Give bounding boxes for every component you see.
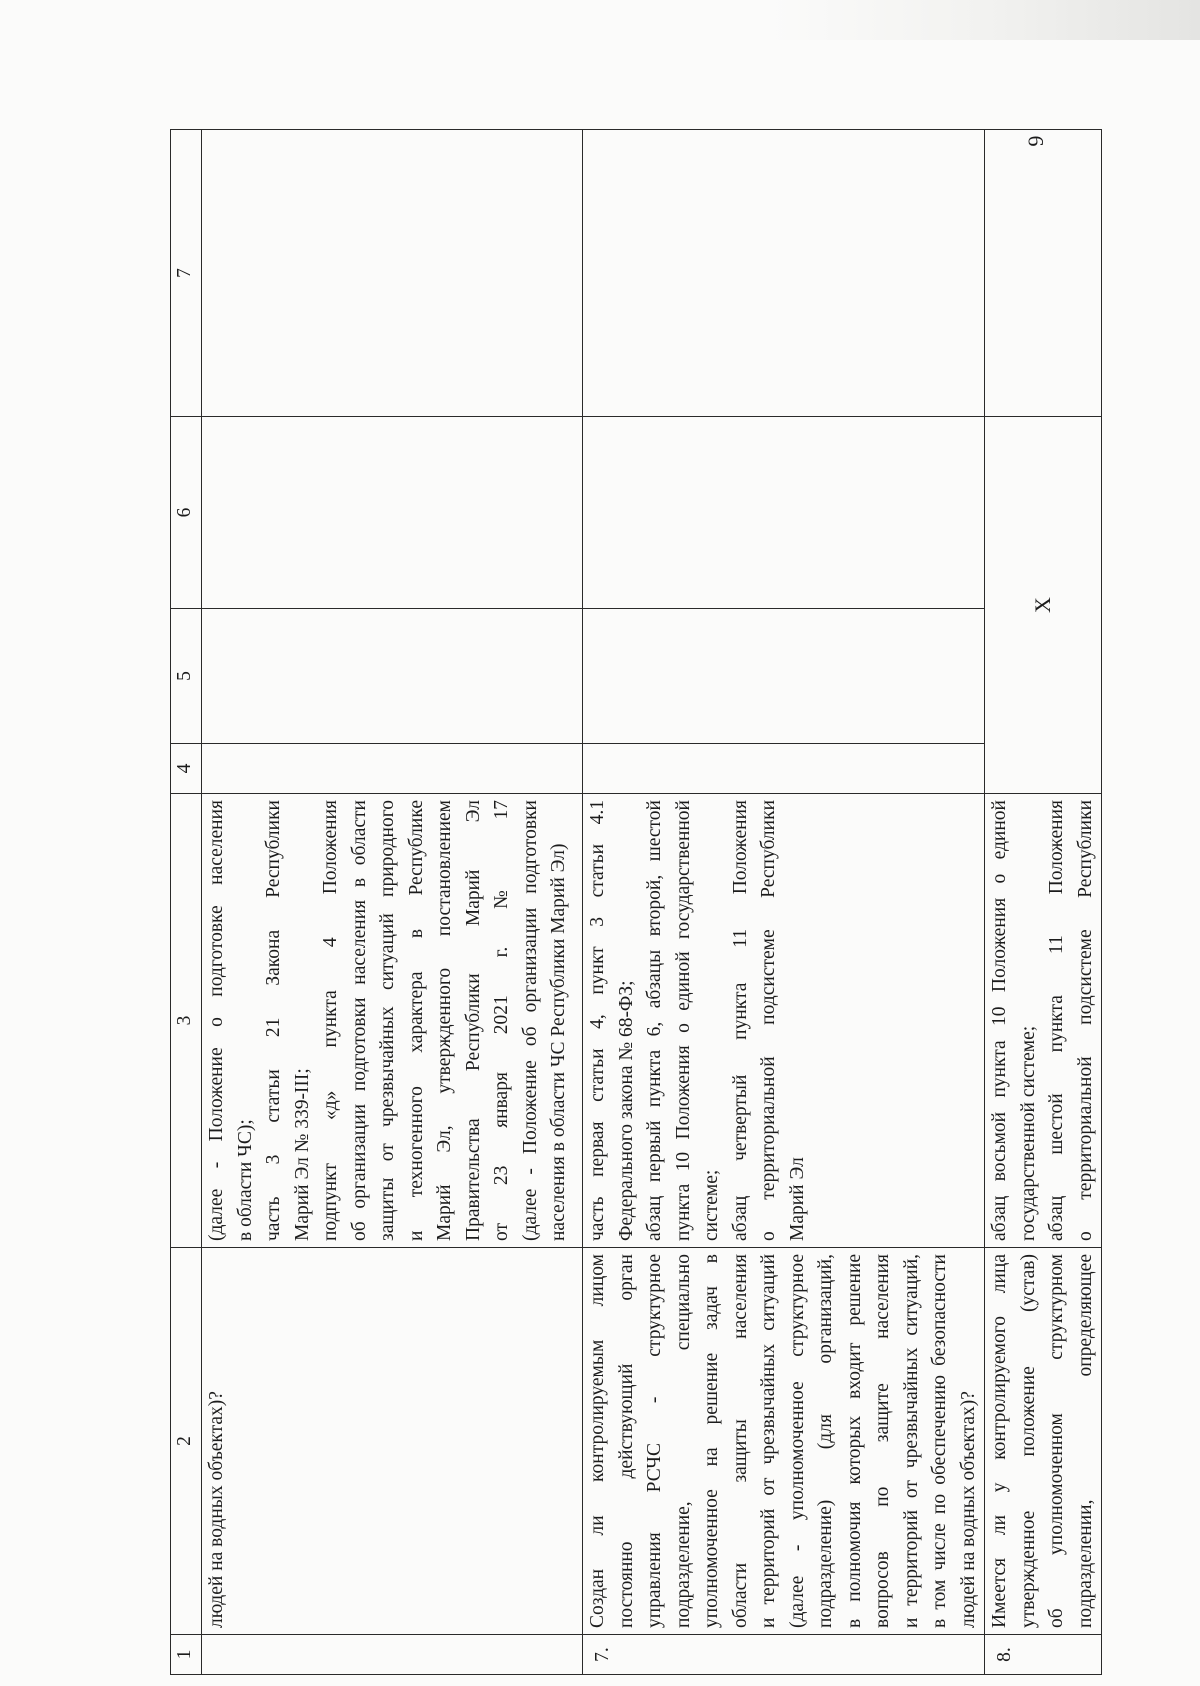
question-cell bbox=[202, 1248, 583, 1635]
question-line: подразделение, специально bbox=[672, 1254, 694, 1628]
reference-line: пункта 10 Положения о единой государственной bbox=[672, 800, 694, 1241]
reference-line: (далее - Положение об организации подготовки bbox=[519, 800, 541, 1241]
question-line: об уполномоченном структурном bbox=[1046, 1254, 1067, 1628]
rotated-page-content bbox=[170, 130, 1096, 1675]
header-cell-7: 7 bbox=[171, 130, 202, 417]
reference-line: Федерального закона № 68-ФЗ; bbox=[615, 980, 637, 1241]
reference-line: Правительства Республики Марий Эл bbox=[462, 800, 484, 1241]
question-line: управления РСЧС - структурное bbox=[644, 1254, 665, 1628]
question-line: и территорий от чрезвычайных ситуаций bbox=[758, 1254, 779, 1628]
reference-line: Марий Эл bbox=[786, 1157, 808, 1241]
reference-line: в области ЧС); bbox=[234, 1119, 256, 1241]
question-line: уполномоченное на решение задач в bbox=[701, 1254, 722, 1628]
page-number: 6 bbox=[1023, 135, 1049, 147]
question-line: вопросов по защите населения bbox=[872, 1254, 893, 1628]
question-line: (далее - уполномоченное структурное bbox=[786, 1254, 808, 1628]
question-line: в том числе по обеспечению безопасности bbox=[929, 1254, 950, 1628]
question-line: области защиты населения bbox=[729, 1254, 751, 1628]
cell-col-6 bbox=[583, 417, 985, 609]
question-line: людей на водных объектах)? bbox=[957, 1391, 979, 1628]
question-line: утвержденное положение (устав) bbox=[1017, 1254, 1039, 1628]
header-cell-4: 4 bbox=[171, 744, 202, 794]
reference-line: Марий Эл № 339-III; bbox=[291, 1068, 313, 1241]
cell-col-7 bbox=[202, 130, 583, 417]
question-line: Создан ли контролируемым лицом bbox=[587, 1254, 608, 1628]
header-cell-1: 1 bbox=[171, 1635, 202, 1675]
question-line: постоянно действующий орган bbox=[615, 1254, 637, 1628]
cell-col-5 bbox=[583, 609, 985, 744]
reference-line: часть первая статьи 4, пункт 3 статьи 4.1 bbox=[587, 800, 608, 1241]
question-cell bbox=[583, 1248, 985, 1635]
cell-col-4 bbox=[583, 744, 985, 794]
reference-cell bbox=[985, 794, 1102, 1248]
reference-line: абзац шестой пункта 11 Положения bbox=[1046, 800, 1067, 1241]
question-line: Имеется ли у контролируемого лица bbox=[989, 1254, 1010, 1628]
question-line: в полномочия которых входит решение bbox=[843, 1254, 865, 1628]
reference-line: абзац первый пункта 6, абзацы второй, шестой bbox=[644, 800, 665, 1241]
reference-line: от 23 января 2021 г. № 17 bbox=[491, 800, 512, 1241]
reference-line: подпункт «д» пункта 4 Положения bbox=[320, 800, 341, 1241]
table-row bbox=[583, 130, 985, 1675]
cell-col-7 bbox=[583, 130, 985, 417]
reference-line: населения в области ЧС Республики Марий Эл) bbox=[548, 843, 569, 1241]
header-row bbox=[171, 130, 202, 1675]
header-cell-2: 2 bbox=[171, 1248, 202, 1635]
row-number: 7. bbox=[583, 1635, 985, 1675]
question-line: и территорий от чрезвычайных ситуаций, bbox=[900, 1254, 922, 1628]
table-row bbox=[202, 130, 583, 1675]
reference-line: и техногенного характера в Республике bbox=[405, 800, 427, 1241]
mark-cell: X bbox=[985, 417, 1102, 794]
question-line: людей на водных объектах)? bbox=[206, 1391, 227, 1628]
checklist-table bbox=[170, 129, 1102, 1675]
reference-line: часть 3 статьи 21 Закона Республики bbox=[263, 800, 284, 1241]
cell-col-6 bbox=[202, 417, 583, 609]
reference-line: о территориальной подсистеме Республики bbox=[758, 800, 779, 1241]
reference-line: об организации подготовки населения в области bbox=[348, 800, 370, 1241]
question-line: подразделение) (для организаций, bbox=[815, 1254, 836, 1628]
reference-line: Марий Эл, утвержденного постановлением bbox=[434, 800, 455, 1241]
reference-cell bbox=[583, 794, 985, 1248]
question-cell bbox=[985, 1248, 1102, 1635]
header-cell-6: 6 bbox=[171, 417, 202, 609]
reference-cell bbox=[202, 794, 583, 1248]
cell-col-4 bbox=[202, 744, 583, 794]
row-number bbox=[202, 1635, 583, 1675]
reference-line: системе; bbox=[701, 1169, 722, 1241]
reference-line: о территориальной подсистеме Республики bbox=[1074, 800, 1096, 1241]
reference-line: абзац восьмой пункта 10 Положения о единой bbox=[989, 800, 1010, 1241]
row-number: 8. bbox=[985, 1635, 1102, 1675]
reference-line: государственной системе; bbox=[1017, 1025, 1039, 1241]
reference-line: защиты от чрезвычайных ситуаций природного bbox=[377, 800, 398, 1241]
scan-shadow bbox=[770, 0, 1200, 40]
table-row bbox=[985, 130, 1102, 1675]
header-cell-3: 3 bbox=[171, 794, 202, 1248]
cell-col-7 bbox=[985, 130, 1102, 417]
reference-line: абзац четвертый пункта 11 Положения bbox=[729, 800, 751, 1241]
question-line: подразделении, определяющее bbox=[1074, 1254, 1096, 1628]
header-cell-5: 5 bbox=[171, 609, 202, 744]
cell-col-5 bbox=[202, 609, 583, 744]
reference-line: (далее - Положение о подготовке населения bbox=[206, 800, 227, 1241]
